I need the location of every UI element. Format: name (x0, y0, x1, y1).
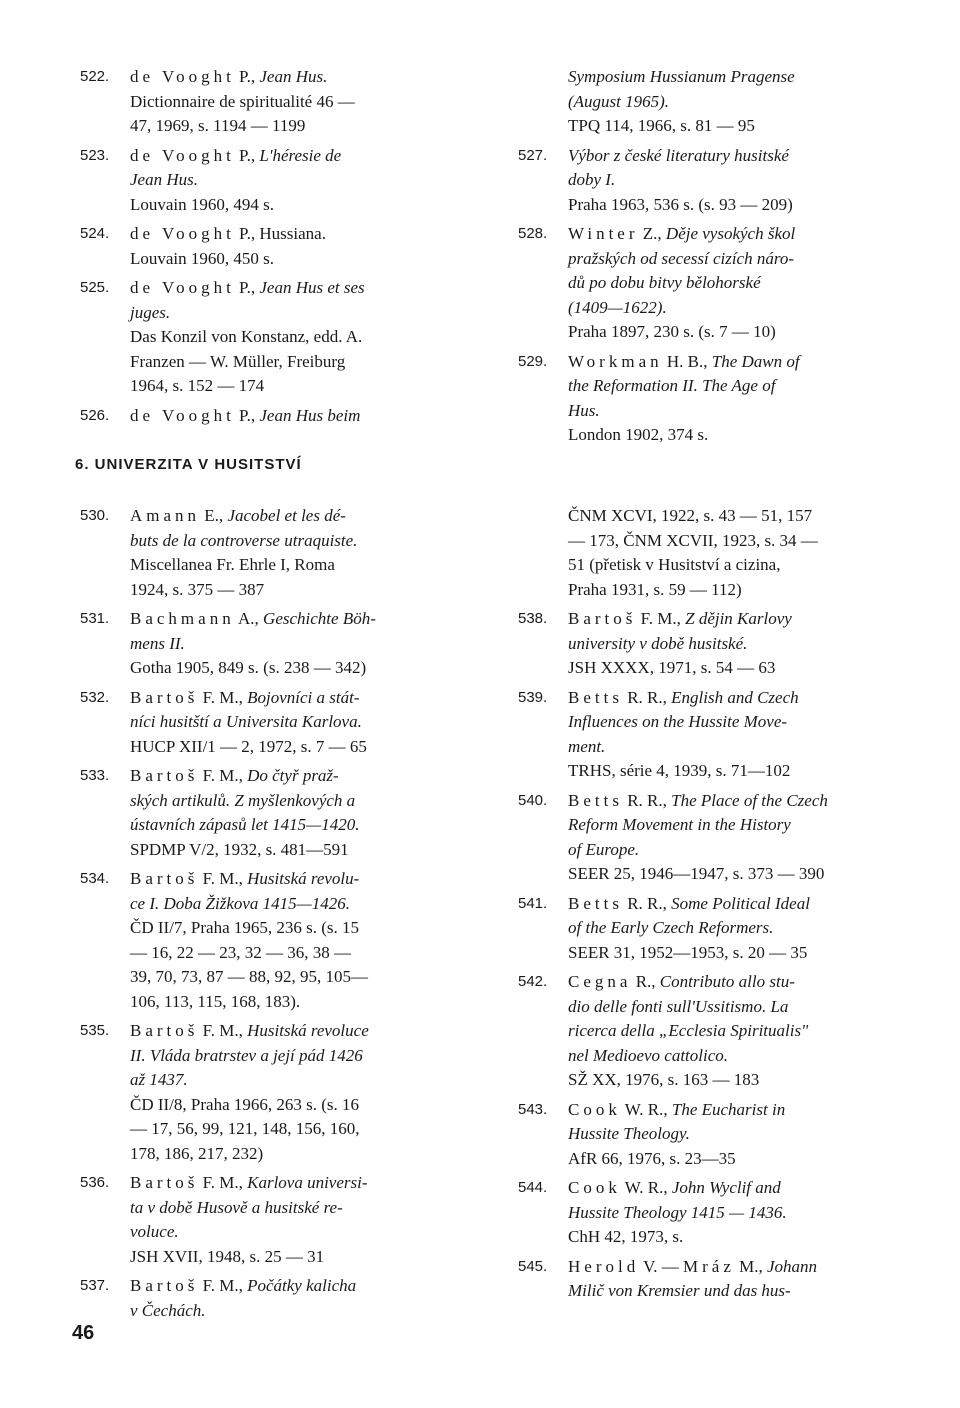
author-name: Bartoš (130, 869, 199, 888)
entry-text: R. R., (622, 893, 672, 913)
entry-line (130, 607, 460, 632)
bibliography-entry (80, 1274, 460, 1323)
entry-text: JSH XVII, 1948, s. 25 — 31 (130, 1246, 325, 1266)
work-title: níci husitští a Universita Karlova. (130, 712, 362, 731)
entry-line (130, 65, 460, 90)
work-title: of the Early Czech Reformers. (568, 918, 774, 937)
entry-text: P., (234, 145, 260, 165)
work-title: Jean Hus et ses (259, 278, 365, 297)
entry-text: F. M., (198, 766, 248, 785)
entry-text: Z., (638, 224, 666, 243)
author-name: Cook (568, 1099, 621, 1119)
author-name: de Vooght (130, 278, 235, 297)
entry-line (130, 301, 460, 326)
entry-line (130, 222, 460, 247)
entry-text: 178, 186, 217, 232) (130, 1143, 264, 1163)
entry-line (130, 276, 460, 301)
entry-number: 524. (80, 225, 110, 242)
author-name: de Vooght (130, 67, 235, 86)
entry-text: F. M., (198, 1173, 248, 1192)
entry-line (130, 1299, 460, 1324)
entry-line (130, 578, 460, 603)
entry-text: H. B., (662, 351, 712, 371)
entry-line (568, 65, 898, 90)
work-title: ricerca della „Ecclesia Spiritualis" (568, 1021, 809, 1040)
bibliography-entry (80, 276, 460, 399)
entry-line (568, 813, 898, 838)
entry-number: 540. (518, 791, 548, 809)
entry-text: Franzen — W. Müller, Freiburg (130, 351, 346, 371)
entry-line (130, 1196, 460, 1221)
work-title: Influences on the Hussite Move- (568, 712, 788, 731)
work-title: L'héresie de (259, 145, 342, 165)
entry-text: W. R., (620, 1178, 672, 1197)
entry-number: 526. (80, 406, 110, 424)
entry-line (130, 529, 460, 554)
entry-text: ČNM XCVI, 1922, s. 43 — 51, 157 (568, 506, 813, 525)
entry-line (568, 789, 898, 814)
entry-line (568, 970, 898, 995)
bibliography-entry (518, 350, 898, 448)
entry-line (568, 399, 898, 424)
entry-text: F. M., (198, 1276, 248, 1295)
entry-line (130, 1245, 460, 1270)
entry-text: R. R., (622, 687, 672, 707)
work-title: Z dějin Karlovy (685, 609, 792, 628)
entry-number: 533. (80, 767, 110, 784)
entry-number: 541. (518, 894, 548, 912)
work-title: Jean Hus. (259, 67, 328, 86)
work-title: Husitská revolu- (247, 869, 360, 888)
entry-text: F. M., (198, 687, 248, 707)
entry-line (568, 735, 898, 760)
work-title: Geschichte Böh- (263, 609, 376, 628)
entry-text: Miscellanea Fr. Ehrle I, Roma (130, 555, 335, 574)
bibliography-entry (80, 686, 460, 760)
work-title: dů po dobu bitvy bělohorské (568, 273, 761, 292)
entry-line (568, 759, 898, 784)
entry-text: A., (234, 609, 264, 628)
author-name: Bartoš (130, 1173, 199, 1192)
entry-line (130, 916, 460, 941)
entry-number: 543. (518, 1100, 548, 1118)
entry-line (130, 404, 460, 429)
entry-line (130, 504, 460, 529)
entry-text: F. M., (636, 609, 686, 628)
author-name: Bartoš (568, 609, 637, 628)
entry-number: 530. (80, 507, 110, 524)
work-title: Johann (767, 1256, 818, 1276)
work-title: až 1437. (130, 1070, 188, 1089)
entry-text: London 1902, 374 s. (568, 425, 709, 444)
bibliography-entry (518, 504, 898, 602)
bibliography-entry (80, 65, 460, 139)
entry-line (130, 813, 460, 838)
entry-text: — 173, ČNM XCVII, 1923, s. 34 — (568, 530, 818, 550)
entry-line (130, 656, 460, 681)
entry-line (130, 764, 460, 789)
entry-text: TPQ 114, 1966, s. 81 — 95 (568, 116, 755, 135)
entry-line (130, 90, 460, 115)
entry-line (130, 632, 460, 657)
entry-text: SPDMP V/2, 1932, s. 481—591 (130, 839, 349, 859)
entry-line (568, 1201, 898, 1226)
entry-line (568, 1176, 898, 1201)
column-top-right (518, 65, 898, 453)
entry-line (130, 941, 460, 966)
bibliography-entry (518, 789, 898, 887)
entry-line (568, 350, 898, 375)
entry-line (130, 710, 460, 735)
entry-text: F. M., (198, 869, 248, 888)
entry-line (568, 222, 898, 247)
author-name: Cook (568, 1178, 621, 1197)
work-title: ment. (568, 736, 606, 756)
work-title: English and Czech (671, 687, 799, 707)
bibliography-entry (80, 867, 460, 1014)
work-title: dio delle fonti sull'Ussitismo. La (568, 996, 789, 1016)
entry-number: 528. (518, 225, 548, 242)
entry-text: 47, 1969, s. 1194 — 1199 (130, 116, 306, 135)
bibliography-entry (80, 607, 460, 681)
entry-text: 1924, s. 375 — 387 (130, 579, 265, 599)
work-title: Reform Movement in the History (568, 815, 791, 834)
entry-line (130, 1117, 460, 1142)
entry-line (568, 1147, 898, 1172)
entry-text: ČD II/7, Praha 1965, 236 s. (s. 15 (130, 918, 360, 937)
entry-line (130, 114, 460, 139)
entry-line (130, 1044, 460, 1069)
work-title: Hussite Theology. (568, 1124, 690, 1143)
column-bottom-left (80, 504, 460, 1328)
entry-line (568, 247, 898, 272)
entry-line (130, 1068, 460, 1093)
work-title: Some Political Ideal (671, 893, 810, 913)
author-name: Bartoš (130, 687, 199, 707)
author-name: Mráz (683, 1256, 735, 1276)
entry-line (568, 862, 898, 887)
work-title: Karlova universi- (247, 1173, 368, 1192)
entry-number: 523. (80, 146, 110, 164)
entry-line (130, 1220, 460, 1245)
entry-number: 529. (518, 352, 548, 370)
entry-line (568, 710, 898, 735)
author-name: Cegna (568, 972, 632, 991)
work-title: (1409—1622). (568, 297, 667, 317)
entry-text: R. R., (622, 790, 672, 810)
work-title: v Čechách. (130, 1300, 206, 1320)
work-title: II. Vláda bratrstev a její pád 1426 (130, 1045, 363, 1065)
entry-line (568, 529, 898, 554)
entry-line (568, 656, 898, 681)
author-name: Amann (130, 506, 201, 525)
work-title: buts de la controverse utraquiste. (130, 530, 358, 550)
entry-number: 525. (80, 279, 110, 296)
bibliography-entry (518, 144, 898, 218)
work-title: Contributo allo stu- (659, 972, 795, 991)
entry-number: 535. (80, 1022, 110, 1039)
entry-text: P., (234, 278, 260, 297)
work-title: The Place of the Czech (671, 790, 828, 810)
bibliography-entry (80, 144, 460, 218)
entry-line (568, 1225, 898, 1250)
entry-text: AfR 66, 1976, s. 23—35 (568, 1148, 736, 1168)
entry-text: 51 (přetisk v Husitství a cizina, (568, 555, 781, 574)
entry-line (130, 789, 460, 814)
work-title: The Eucharist in (671, 1099, 786, 1119)
entry-line (568, 374, 898, 399)
entry-line (568, 995, 898, 1020)
entry-number: 522. (80, 68, 110, 85)
entry-text: P., (234, 67, 260, 86)
work-title: mens II. (130, 633, 185, 653)
entry-line (568, 90, 898, 115)
entry-text: JSH XXXX, 1971, s. 54 — 63 (568, 658, 776, 677)
work-title: of Europe. (568, 839, 640, 859)
entry-line (568, 892, 898, 917)
work-title: ských artikulů. Z myšlenkových a (130, 790, 356, 810)
author-name: Winter (568, 224, 639, 243)
entry-number: 534. (80, 870, 110, 887)
entry-line (568, 1255, 898, 1280)
entry-line (568, 941, 898, 966)
entry-text: M., (734, 1256, 767, 1276)
bibliography-entry (80, 504, 460, 602)
bibliography-entry (518, 892, 898, 966)
work-title: The Dawn of (711, 351, 800, 371)
bibliography-entry (518, 607, 898, 681)
entry-text: — 16, 22 — 23, 32 — 36, 38 — (130, 942, 351, 962)
work-title: (August 1965). (568, 91, 670, 111)
work-title: ce I. Doba Žižkova 1415—1426. (130, 893, 351, 913)
entry-line (568, 1279, 898, 1304)
entry-text: F. M., (198, 1021, 248, 1040)
entry-line (568, 1044, 898, 1069)
author-name: Bachmann (130, 609, 235, 628)
entry-line (568, 838, 898, 863)
entry-line (568, 168, 898, 193)
bibliography-entry (518, 1255, 898, 1304)
work-title: juges. (130, 302, 171, 322)
entry-text: Louvain 1960, 494 s. (130, 194, 275, 214)
work-title: Hus. (568, 400, 600, 420)
entry-text: SEER 31, 1952—1953, s. 20 — 35 (568, 942, 808, 962)
entry-text: Praha 1931, s. 59 — 112) (568, 579, 742, 599)
entry-line (568, 271, 898, 296)
work-title: Počátky kalicha (247, 1276, 357, 1295)
work-title: Děje vysokých škol (665, 224, 796, 243)
work-title: the Reformation II. The Age of (568, 376, 776, 395)
column-top-left (80, 65, 460, 433)
entry-number: 527. (518, 146, 548, 164)
entry-line (130, 686, 460, 711)
entry-text: 1964, s. 152 — 174 (130, 376, 265, 395)
entry-number: 539. (518, 688, 548, 706)
entry-number: 538. (518, 610, 548, 627)
entry-text: Praha 1897, 230 s. (s. 7 — 10) (568, 322, 776, 341)
work-title: Do čtyř praž- (247, 766, 339, 785)
entry-text: — 17, 56, 99, 121, 148, 156, 160, (130, 1119, 360, 1138)
entry-line (568, 578, 898, 603)
page-number: 46 (72, 1322, 95, 1344)
bibliography-entry (80, 404, 460, 429)
work-title: Husitská revoluce (247, 1021, 369, 1040)
bibliography-entry (80, 1019, 460, 1166)
entry-line (130, 193, 460, 218)
entry-text: 106, 113, 115, 168, 183). (130, 991, 301, 1011)
author-name: de Vooght (130, 405, 235, 425)
entry-text: P., (234, 405, 260, 425)
bibliography-entry (80, 764, 460, 862)
entry-number: 531. (80, 610, 110, 627)
entry-line (130, 892, 460, 917)
entry-line (568, 144, 898, 169)
entry-text: HUCP XII/1 — 2, 1972, s. 7 — 65 (130, 736, 367, 756)
entry-text: Louvain 1960, 450 s. (130, 248, 275, 268)
entry-line (130, 1019, 460, 1044)
bibliography-entry (80, 222, 460, 271)
entry-text: E., (200, 506, 228, 525)
work-title: doby I. (568, 170, 616, 189)
author-name: Bartoš (130, 1021, 199, 1040)
work-title: Hussite Theology 1415 — 1436. (568, 1202, 787, 1222)
entry-text: ChH 42, 1973, s. (568, 1227, 684, 1246)
entry-number: 532. (80, 688, 110, 706)
entry-text: R., (631, 972, 660, 991)
entry-number: 544. (518, 1179, 548, 1196)
work-title: Jacobel et les dé- (227, 506, 346, 525)
entry-text: V. — (639, 1256, 683, 1276)
entry-text: P., Hussiana. (234, 224, 326, 243)
entry-line (568, 296, 898, 321)
entry-text: 39, 70, 73, 87 — 88, 92, 95, 105— (130, 967, 368, 986)
entry-line (568, 320, 898, 345)
author-name: Betts (568, 687, 623, 707)
author-name: Betts (568, 893, 623, 913)
entry-text: SŽ XX, 1976, s. 163 — 183 (568, 1070, 760, 1089)
entry-line (568, 1098, 898, 1123)
entry-line (130, 350, 460, 375)
entry-line (568, 423, 898, 448)
entry-line (130, 247, 460, 272)
bibliography-entry (518, 686, 898, 784)
author-name: Bartoš (130, 766, 199, 785)
work-title: Výbor z české literatury husitské (568, 145, 789, 165)
author-name: de Vooght (130, 145, 235, 165)
entry-text: Das Konzil von Konstanz, edd. A. (130, 327, 363, 346)
section-heading: 6. UNIVERZITA V HUSITSTVÍ (75, 456, 302, 473)
entry-text: Dictionnaire de spiritualité 46 — (130, 91, 355, 111)
entry-line (130, 990, 460, 1015)
entry-text: Praha 1963, 536 s. (s. 93 — 209) (568, 194, 793, 214)
entry-line (130, 965, 460, 990)
entry-line (568, 1122, 898, 1147)
work-title: university v době husitské. (568, 633, 748, 653)
entry-number: 537. (80, 1277, 110, 1294)
bibliography-entry (518, 222, 898, 345)
author-name: Herold (568, 1256, 640, 1276)
entry-line (130, 553, 460, 578)
entry-line (568, 553, 898, 578)
entry-line (568, 916, 898, 941)
work-title: ta v době Husově a husitské re- (130, 1197, 343, 1217)
entry-number: 536. (80, 1174, 110, 1191)
entry-line (130, 735, 460, 760)
entry-line (130, 144, 460, 169)
work-title: Symposium Hussianum Pragense (568, 67, 795, 86)
bibliography-entry (518, 1176, 898, 1250)
bibliography-entry (80, 1171, 460, 1269)
work-title: Jean Hus. (130, 170, 198, 189)
entry-line (130, 867, 460, 892)
entry-number: 542. (518, 973, 548, 990)
work-title: Milič von Kremsier und das hus- (568, 1281, 791, 1300)
work-title: ústavních zápasů let 1415—1420. (130, 815, 360, 834)
entry-line (130, 1274, 460, 1299)
author-name: de Vooght (130, 224, 235, 243)
entry-line (568, 1068, 898, 1093)
entry-text: W. R., (620, 1099, 672, 1119)
entry-line (130, 374, 460, 399)
work-title: nel Medioevo cattolico. (568, 1045, 729, 1065)
entry-text: Gotha 1905, 849 s. (s. 238 — 342) (130, 658, 367, 677)
entry-line (130, 1093, 460, 1118)
entry-line (568, 504, 898, 529)
entry-line (130, 1171, 460, 1196)
bibliography-entry (518, 65, 898, 139)
entry-text: TRHS, série 4, 1939, s. 71—102 (568, 761, 791, 780)
entry-line (568, 686, 898, 711)
entry-line (568, 114, 898, 139)
entry-line (130, 325, 460, 350)
bibliography-entry (518, 1098, 898, 1172)
entry-line (568, 607, 898, 632)
entry-line (130, 1142, 460, 1167)
author-name: Bartoš (130, 1276, 199, 1295)
work-title: John Wyclif and (671, 1178, 781, 1197)
work-title: voluce. (130, 1222, 179, 1241)
entry-line (568, 632, 898, 657)
entry-text: SEER 25, 1946—1947, s. 373 — 390 (568, 864, 825, 883)
entry-line (130, 838, 460, 863)
bibliography-entry (518, 970, 898, 1093)
column-bottom-right (518, 504, 898, 1309)
entry-line (568, 1019, 898, 1044)
entry-number: 545. (518, 1257, 548, 1275)
entry-line (130, 168, 460, 193)
author-name: Workman (568, 351, 663, 371)
entry-line (568, 193, 898, 218)
work-title: Jean Hus beim (259, 405, 361, 425)
work-title: pražských od secessí cizích náro- (568, 248, 794, 268)
author-name: Betts (568, 790, 623, 810)
work-title: Bojovníci a stát- (247, 687, 360, 707)
entry-text: ČD II/8, Praha 1966, 263 s. (s. 16 (130, 1094, 360, 1114)
